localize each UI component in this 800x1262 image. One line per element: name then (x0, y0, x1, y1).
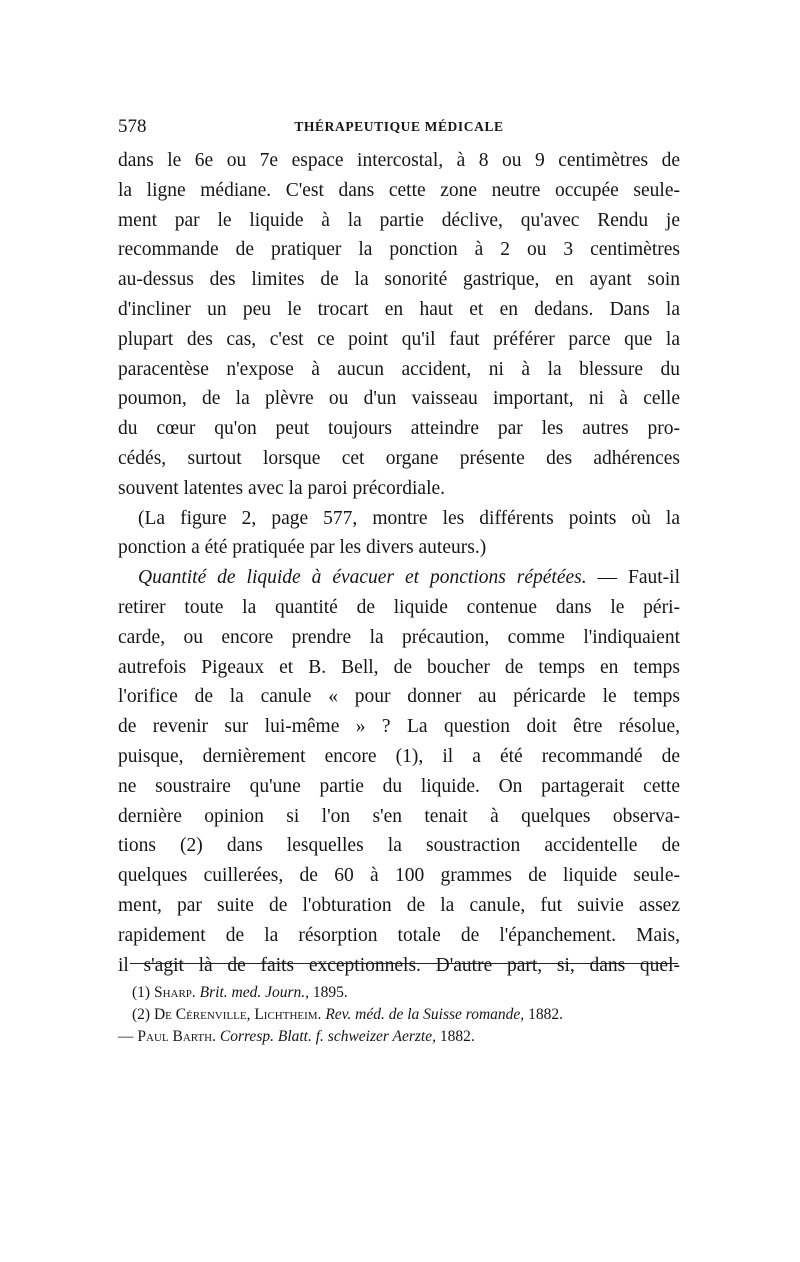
text-line: tions (2) dans lesquelles la soustraction accidentelle de (118, 835, 680, 857)
text-line: quelques cuillerées, de 60 à 100 grammes de liquide seule- (118, 865, 680, 887)
footnote-title: Rev. méd. de la Suisse romande, (321, 1006, 525, 1023)
text-line: retirer toute la quantité de liquide contenue dans le péri- (118, 596, 680, 618)
text-line: (La figure 2, page 577, montre les différents points où la (138, 507, 680, 529)
text-line: de revenir sur lui-même » ? La question doit être résolue, (118, 716, 680, 738)
text-line: carde, ou encore prendre la précaution, comme l'indiquaient (118, 626, 680, 648)
footnote-1 (118, 982, 680, 1004)
text-line: du cœur qu'on peut toujours atteindre par les autres pro- (118, 418, 680, 440)
text-line: d'incliner un peu le trocart en haut et en dedans. Dans la (118, 298, 680, 320)
footnote-dash: — (118, 1028, 138, 1045)
footnote-divider (130, 963, 678, 964)
footnote-title: Brit. med. Journ., (195, 984, 310, 1001)
footnote-year: 1895. (309, 984, 348, 1001)
text-line: ne soustraire qu'une partie du liquide. On partagerait cette (118, 775, 680, 797)
footnote-marker: (2) (132, 1006, 154, 1023)
footnotes (118, 982, 680, 1048)
text-line: souvent latentes avec la paroi précordiale. (118, 477, 446, 499)
text-line: rapidement de la résorption totale de l'épanchement. Mais, (118, 924, 680, 946)
footnote-2 (118, 1004, 680, 1026)
text-line: l'orifice de la canule « pour donner au péricarde le temps (118, 686, 680, 708)
footnote-title: Corresp. Blatt. f. schweizer Aerzte, (215, 1028, 436, 1045)
section-heading: Quantité de liquide à évacuer et ponctions répétées. (138, 567, 587, 589)
footnote-2-continued (118, 1026, 680, 1048)
footnote-marker: (1) (132, 984, 154, 1001)
text-line: cédés, surtout lorsque cet organe présente des adhérences (118, 447, 680, 469)
page-header (118, 116, 680, 140)
text-line: la ligne médiane. C'est dans cette zone neutre occupée seule- (118, 179, 680, 201)
page-number: 578 (118, 116, 147, 137)
text-line: poumon, de la plèvre ou d'un vaisseau important, ni à celle (118, 388, 680, 410)
text-line: au-dessus des limites de la sonorité gastrique, en ayant soin (118, 269, 680, 291)
text-line: ment, par suite de l'obturation de la canule, fut suivie assez (118, 894, 680, 916)
text-line: puisque, dernièrement encore (1), il a été recommandé de (118, 745, 680, 767)
body-text (118, 146, 680, 980)
text-line: ponction a été pratiquée par les divers auteurs.) (118, 537, 487, 559)
text-line: dernière opinion si l'on s'en tenait à quelques observa- (118, 805, 680, 827)
text-line: il s'agit là de faits exceptionnels. D'autre part, si, dans quel- (118, 954, 680, 976)
running-title: THÉRAPEUTIQUE MÉDICALE (294, 119, 504, 134)
footnote-author: De Cérenville, Lichtheim. (153, 1006, 322, 1023)
footnote-author: Sharp. (153, 984, 196, 1001)
footnote-author: Paul Barth. (137, 1028, 216, 1045)
text-line: dans le 6e ou 7e espace intercostal, à 8 ou 9 centimètres de (118, 150, 680, 171)
text-line: paracentèse n'expose à aucun accident, ni à la blessure du (118, 358, 680, 380)
text-line: recommande de pratiquer la ponction à 2 ou 3 centimètres (118, 239, 680, 261)
section-heading-line (118, 563, 680, 593)
text-line: autrefois Pigeaux et B. Bell, de boucher de temps en temps (118, 656, 680, 678)
text-fragment: — Faut-il (586, 567, 680, 589)
footnote-year: 1882. (436, 1028, 475, 1045)
text-line: plupart des cas, c'est ce point qu'il faut préférer parce que la (118, 328, 680, 350)
footnote-year: 1882. (524, 1006, 563, 1023)
text-line: ment par le liquide à la partie déclive, qu'avec Rendu je (118, 209, 680, 231)
